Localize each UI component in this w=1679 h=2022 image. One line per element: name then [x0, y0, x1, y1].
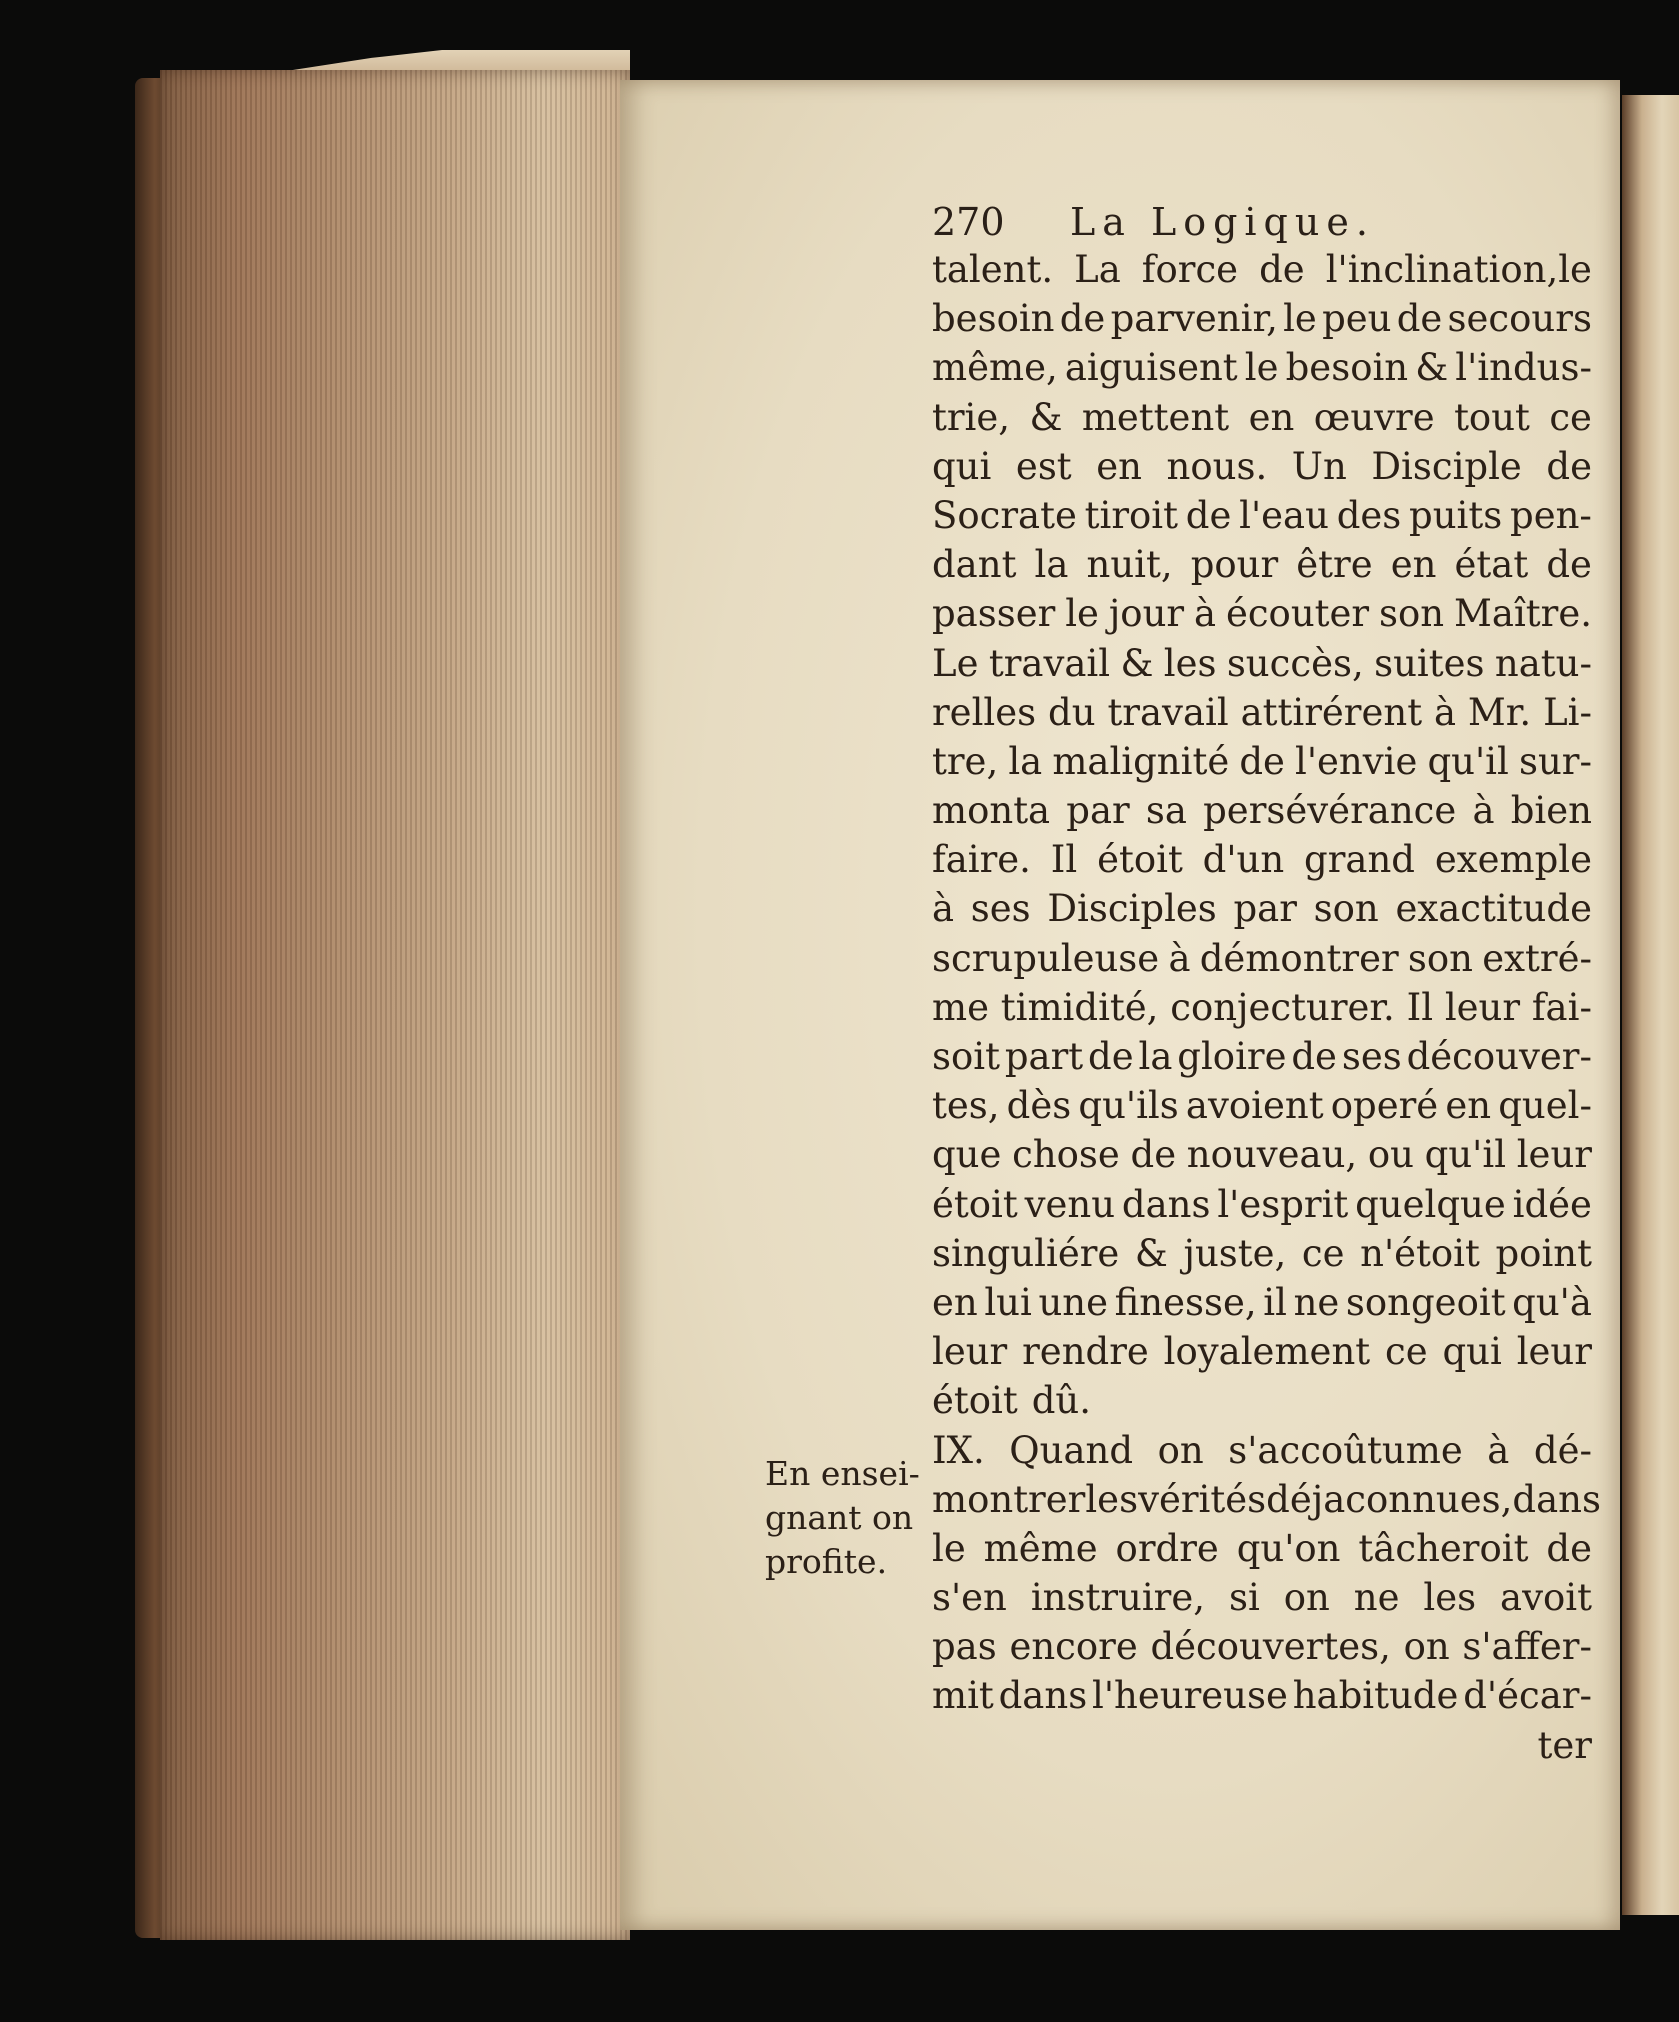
word: lui	[984, 1280, 1032, 1324]
text-line	[932, 1180, 1592, 1229]
word: part	[1004, 1035, 1084, 1078]
word: de	[1259, 248, 1305, 291]
text-line	[932, 1426, 1592, 1475]
text-line	[932, 983, 1592, 1032]
word: de	[1059, 297, 1106, 341]
body-text	[932, 245, 1601, 1770]
word: de	[1239, 739, 1285, 783]
word: de	[1546, 444, 1592, 488]
word: instruire,	[1030, 1576, 1206, 1620]
word: à	[932, 887, 955, 931]
word: montrer	[932, 1477, 1086, 1521]
word: exemple	[1434, 838, 1592, 882]
word: à	[1472, 789, 1495, 833]
word: relles	[932, 690, 1037, 734]
word: exactitude	[1395, 887, 1592, 931]
word: quel-	[1498, 1084, 1592, 1128]
word: chose	[1012, 1133, 1120, 1177]
word: sur-	[1518, 739, 1592, 783]
text-line	[932, 934, 1592, 983]
word: s'affer-	[1462, 1625, 1592, 1669]
word: fai-	[1531, 985, 1592, 1029]
word: Disciples	[1047, 887, 1217, 931]
word: tout	[1454, 395, 1530, 439]
running-head	[932, 200, 1592, 244]
word: les	[1423, 1576, 1477, 1620]
word: une	[1038, 1280, 1109, 1324]
word: s'en	[932, 1576, 1007, 1620]
word: Li-	[1543, 690, 1592, 734]
word: l'inclination,le	[1325, 248, 1592, 291]
marginal-note-line: profite.	[765, 1542, 888, 1581]
page-stack-fore-edge	[160, 70, 630, 1940]
word: finesse,	[1114, 1280, 1257, 1324]
word: leur	[932, 1330, 1008, 1374]
word: le	[1065, 592, 1099, 636]
text-line	[932, 1622, 1592, 1671]
word: que	[932, 1133, 1002, 1177]
word: dans	[1512, 1477, 1601, 1521]
word: conjecturer.	[1170, 985, 1395, 1029]
word: peu	[1322, 297, 1392, 341]
word: il	[1263, 1280, 1287, 1324]
word: ter	[1537, 1723, 1592, 1767]
word: gloire	[1177, 1035, 1287, 1078]
word: le	[932, 1526, 966, 1570]
word: même	[983, 1526, 1098, 1570]
word: son	[1379, 592, 1445, 636]
text-line	[932, 1376, 1592, 1425]
word: vérités	[1138, 1477, 1267, 1521]
word: loyalement	[1163, 1330, 1371, 1374]
word: succès,	[1226, 641, 1364, 685]
text-line	[932, 343, 1592, 392]
text-line	[932, 491, 1592, 540]
text-line	[932, 540, 1592, 589]
word: de	[1291, 1035, 1337, 1078]
word: idée	[1512, 1182, 1592, 1226]
word: de	[1088, 1035, 1134, 1078]
word: même,	[932, 346, 1058, 390]
word: démontrer	[1199, 936, 1399, 980]
word: étoit	[1097, 838, 1183, 882]
word: découvertes,	[1150, 1625, 1391, 1669]
running-title: La Logique.	[1070, 200, 1375, 244]
word: l'esprit	[1217, 1182, 1349, 1226]
word: on	[1283, 1576, 1330, 1620]
word: en	[932, 1280, 978, 1324]
word: en	[1248, 395, 1295, 439]
word: s'accoûtume	[1228, 1428, 1463, 1472]
word: en	[1445, 1084, 1492, 1128]
text-line	[932, 1721, 1592, 1770]
word: mit	[932, 1674, 994, 1718]
word: dès	[1006, 1084, 1072, 1128]
word: natu-	[1494, 641, 1592, 685]
word: ce	[1385, 1330, 1428, 1374]
text-line	[932, 294, 1592, 343]
word: qui	[1442, 1330, 1502, 1374]
word: Disciple	[1371, 444, 1522, 488]
word: de	[1546, 543, 1592, 587]
word: ses	[970, 887, 1031, 931]
word: par	[1233, 887, 1297, 931]
word: l'heureuse	[1092, 1674, 1288, 1718]
word: déja	[1266, 1477, 1346, 1521]
word: Le	[932, 641, 979, 685]
word: IX.	[932, 1428, 985, 1472]
text-line	[932, 1278, 1592, 1327]
text-line	[932, 1327, 1592, 1376]
word: Il	[1406, 985, 1434, 1029]
word: habitude	[1292, 1674, 1459, 1718]
text-line	[932, 393, 1592, 442]
word: qu'à	[1512, 1280, 1592, 1324]
word: qu'il	[1427, 739, 1509, 783]
marginal-note-line: gnant on	[765, 1498, 914, 1537]
text-line	[932, 1229, 1592, 1278]
word: les	[1085, 1477, 1139, 1521]
word: attirérent	[1240, 690, 1423, 734]
word: Mr.	[1467, 690, 1532, 734]
word: me	[932, 985, 989, 1029]
word: le	[1244, 346, 1279, 390]
word: on	[1157, 1428, 1204, 1472]
word: étoit	[932, 1182, 1018, 1226]
word: grand	[1304, 838, 1415, 882]
word: le	[1283, 297, 1317, 341]
word: tiroit	[1084, 493, 1178, 537]
word: juste,	[1183, 1231, 1287, 1275]
text-line	[932, 1573, 1592, 1622]
word: d'écar-	[1463, 1674, 1592, 1718]
word: leur	[1444, 985, 1521, 1029]
word: timidité,	[1000, 985, 1159, 1029]
word: son	[1407, 936, 1474, 980]
word: la	[1034, 543, 1069, 587]
word: secours	[1447, 297, 1592, 341]
word: de	[1396, 297, 1443, 341]
word: découver-	[1406, 1035, 1592, 1078]
word: singuliére	[932, 1231, 1120, 1275]
word: qu'il	[1424, 1133, 1507, 1177]
word: d'un	[1202, 838, 1285, 882]
text-line	[932, 1524, 1592, 1573]
word: sa	[1145, 789, 1187, 833]
word: on	[1403, 1625, 1450, 1669]
word: Maître.	[1454, 592, 1592, 636]
word: qu'ils	[1078, 1084, 1179, 1128]
text-line	[932, 688, 1592, 737]
word: La	[1074, 248, 1121, 291]
word: tâcheroit	[1358, 1526, 1529, 1570]
word: &	[1120, 641, 1154, 685]
word: faire.	[932, 838, 1031, 882]
text-line	[932, 589, 1592, 638]
word: ce	[1301, 1231, 1345, 1275]
word: nuit,	[1086, 543, 1173, 587]
word: à	[1168, 936, 1191, 980]
word: persévérance	[1203, 789, 1457, 833]
word: parvenir,	[1110, 297, 1278, 341]
word: mettent	[1081, 395, 1230, 439]
word: extré-	[1482, 936, 1592, 980]
marginal-note-line: En ensei-	[765, 1454, 920, 1493]
word: les	[1163, 641, 1217, 685]
word: Un	[1291, 444, 1347, 488]
word: l'indus-	[1455, 346, 1592, 390]
word: l'eau	[1239, 493, 1329, 537]
text-line	[932, 639, 1592, 688]
word: à	[1433, 690, 1457, 734]
word: dans	[998, 1674, 1088, 1718]
text-line	[932, 442, 1592, 491]
word: travail	[1107, 690, 1229, 734]
word: connues,	[1345, 1477, 1513, 1521]
word: dé-	[1533, 1428, 1592, 1472]
word: travail	[988, 641, 1111, 685]
word: est	[1015, 444, 1072, 488]
word: dans	[1121, 1182, 1211, 1226]
word: soit	[932, 1035, 1000, 1078]
word: ordre	[1115, 1526, 1219, 1570]
word: à	[1487, 1428, 1510, 1472]
word: ne	[1293, 1280, 1340, 1324]
word: son	[1313, 887, 1379, 931]
text-line	[932, 737, 1592, 786]
word: talent.	[932, 248, 1054, 291]
word: &	[1134, 1231, 1168, 1275]
word: tes,	[932, 1084, 1000, 1128]
word: état	[1454, 543, 1529, 587]
word: encore	[1009, 1625, 1138, 1669]
word: de	[1185, 493, 1232, 537]
word: de	[1130, 1133, 1177, 1177]
word: monta	[932, 789, 1051, 833]
word: de	[1546, 1526, 1592, 1570]
word: besoin	[932, 297, 1055, 341]
word: tre,	[932, 739, 999, 783]
word: trie,	[932, 395, 1011, 439]
word: Quand	[1009, 1428, 1134, 1472]
word: n'étoit	[1360, 1231, 1480, 1275]
word: du	[1048, 690, 1096, 734]
word: point	[1495, 1231, 1592, 1275]
word: leur	[1516, 1330, 1592, 1374]
word: la	[1138, 1035, 1173, 1078]
word: ou	[1367, 1133, 1414, 1177]
word: qui	[932, 444, 992, 488]
word: par	[1066, 789, 1130, 833]
text-line	[932, 1475, 1601, 1524]
word: venu	[1024, 1182, 1116, 1226]
word: pour	[1190, 543, 1279, 587]
word: jour	[1108, 592, 1185, 636]
word: nous.	[1166, 444, 1268, 488]
word: pas	[932, 1625, 997, 1669]
text-line	[932, 786, 1592, 835]
word: écouter	[1225, 592, 1370, 636]
word: scrupuleuse	[932, 936, 1160, 980]
word: &	[1029, 395, 1063, 439]
word: &	[1415, 346, 1449, 390]
word: des	[1336, 493, 1402, 537]
word: passer	[932, 592, 1056, 636]
word: être	[1296, 543, 1373, 587]
word: l'envie	[1295, 739, 1418, 783]
word: qu'on	[1236, 1526, 1341, 1570]
word: à	[1193, 592, 1217, 636]
text-line	[932, 1130, 1592, 1179]
text-line	[932, 884, 1592, 933]
text-line	[932, 245, 1592, 294]
word: aiguisent	[1064, 346, 1238, 390]
text-line	[932, 1671, 1592, 1720]
word: songeoit	[1345, 1280, 1506, 1324]
word: ses	[1341, 1035, 1402, 1078]
word: étoit	[932, 1379, 1018, 1423]
word: puits	[1409, 493, 1503, 537]
facing-page-edge	[1622, 95, 1679, 1915]
word: leur	[1516, 1133, 1592, 1177]
word: en	[1390, 543, 1437, 587]
word: rendre	[1022, 1330, 1149, 1374]
word: ne	[1353, 1576, 1400, 1620]
word: quelque	[1355, 1182, 1506, 1226]
word: malignité	[1052, 739, 1230, 783]
word: Socrate	[932, 493, 1077, 537]
marginal-note	[765, 1452, 925, 1584]
word: si	[1228, 1576, 1260, 1620]
word: dant	[932, 543, 1017, 587]
word: en	[1096, 444, 1142, 488]
word: suites	[1374, 641, 1485, 685]
word: force	[1141, 248, 1239, 291]
word: ce	[1549, 395, 1592, 439]
word: nouveau,	[1186, 1133, 1358, 1177]
word: dû.	[1031, 1379, 1092, 1423]
word: la	[1008, 739, 1043, 783]
word: besoin	[1285, 346, 1409, 390]
word: operé	[1330, 1084, 1439, 1128]
word: œuvre	[1313, 395, 1435, 439]
word: Il	[1050, 838, 1078, 882]
page-number: 270	[932, 200, 1005, 244]
text-line	[932, 1032, 1592, 1081]
text-line	[932, 1081, 1592, 1130]
word: avoit	[1500, 1576, 1592, 1620]
word: pen-	[1510, 493, 1592, 537]
word: bien	[1510, 789, 1592, 833]
text-line	[932, 835, 1592, 884]
word: avoient	[1185, 1084, 1324, 1128]
